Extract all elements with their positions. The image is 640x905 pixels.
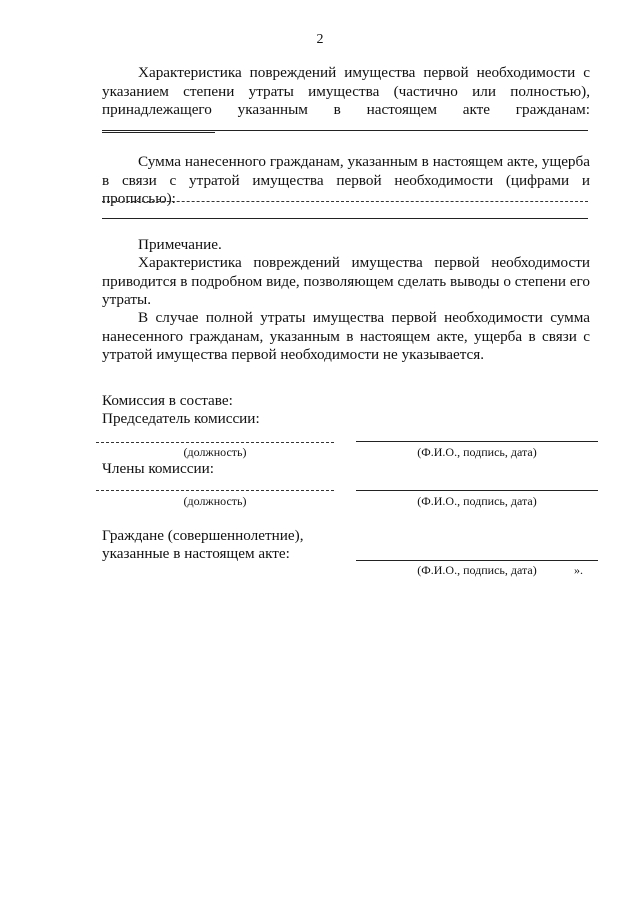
chairman-position-caption: (должность) [183,445,247,459]
damage-characteristics-line-2 [102,130,588,131]
member-position-caption: (должность) [183,494,247,508]
note-paragraph-1: Характеристика повреждений имущества первой необходимости приводится в подробном виде, позволяющем сделать выводы о степени его утраты. [102,254,590,308]
chairman-position-line [96,442,334,443]
damage-sum-line-1 [102,201,588,202]
damage-sum-text: Сумма нанесенного гражданам, указанным в настоящем акте, ущерба в связи с утратой имущества первой необходимости (цифрами и прописью): [102,153,590,207]
note-paragraph-2: В случае полной утраты имущества первой необходимости сумма нанесенного гражданам, указанным в настоящем акте, ущерба в связи с утратой имущества первой необходимости не указывается. [102,309,590,363]
members-label: Члены комиссии: [102,460,214,477]
member-position-line [96,490,334,491]
commission-composition-label: Комиссия в составе: [102,392,233,409]
member-signature-line [356,490,598,491]
citizens-signature-line [356,560,598,561]
chairman-label: Председатель комиссии: [102,410,260,427]
citizens-signature-caption: (Ф.И.О., подпись, дата) [417,563,537,577]
damage-sum-line-2 [102,218,588,219]
citizens-label-line-1: Граждане (совершеннолетние), [102,527,304,544]
chairman-signature-caption: (Ф.И.О., подпись, дата) [417,445,537,459]
damage-characteristics-text: Характеристика повреждений имущества первой необходимости с указанием степени утраты имущества (частично или полностью), принадлежащего указанным в настоящем акте гражданам: [102,64,590,138]
closing-quote-mark: ». [574,563,583,577]
page-number: 2 [316,32,324,47]
member-signature-caption: (Ф.И.О., подпись, дата) [417,494,537,508]
chairman-signature-line [356,441,598,442]
citizens-label-line-2: указанные в настоящем акте: [102,545,290,562]
note-heading: Примечание. [138,236,222,253]
